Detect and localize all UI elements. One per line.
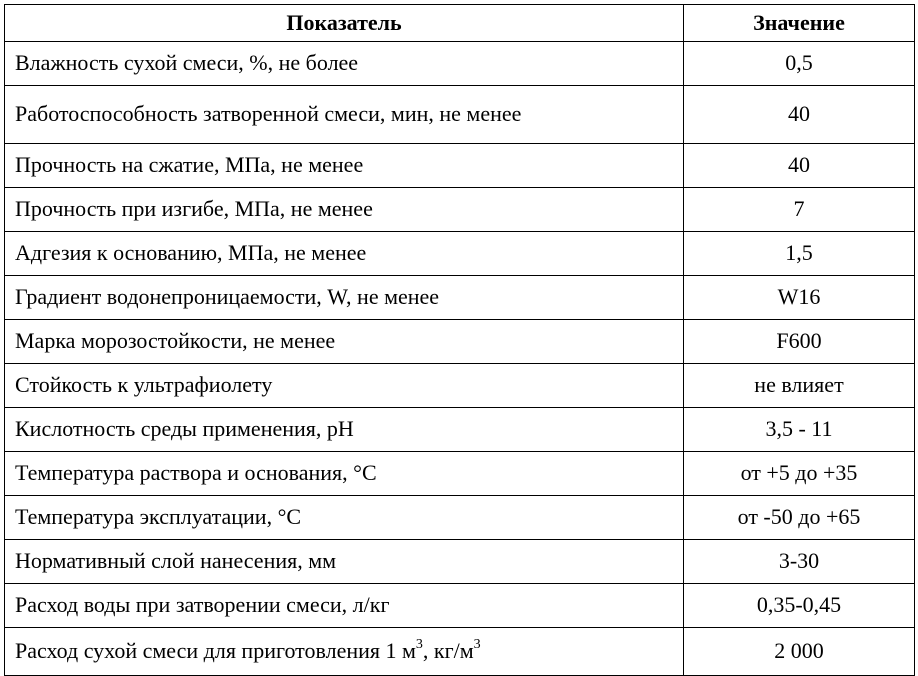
- row-value: не влияет: [684, 364, 915, 408]
- table-row: [5, 540, 915, 584]
- table-row: [5, 86, 915, 144]
- row-name: Прочность на сжатие, МПа, не менее: [5, 144, 684, 188]
- table-row: [5, 452, 915, 496]
- row-value: 40: [684, 144, 915, 188]
- table-row: [5, 42, 915, 86]
- properties-table: [4, 4, 915, 676]
- properties-table-container: [4, 4, 915, 676]
- row-name: Влажность сухой смеси, %, не более: [5, 42, 684, 86]
- table-row: [5, 188, 915, 232]
- table-row: [5, 232, 915, 276]
- row-value: F600: [684, 320, 915, 364]
- row-value: 0,35-0,45: [684, 584, 915, 628]
- row-name: Марка морозостойкости, не менее: [5, 320, 684, 364]
- row-name: Температура раствора и основания, °С: [5, 452, 684, 496]
- row-value: 0,5: [684, 42, 915, 86]
- row-name: Стойкость к ультрафиолету: [5, 364, 684, 408]
- row-name: Прочность при изгибе, МПа, не менее: [5, 188, 684, 232]
- row-value: 2 000: [684, 628, 915, 676]
- row-name-part1: Расход сухой смеси для приготовления 1 м: [15, 638, 416, 664]
- row-value: от -50 до +65: [684, 496, 915, 540]
- row-value: 7: [684, 188, 915, 232]
- header-indicator: Показатель: [5, 5, 684, 42]
- header-value: Значение: [684, 5, 915, 42]
- row-value: 40: [684, 86, 915, 144]
- table-header-row: [5, 5, 915, 42]
- row-value: 3-30: [684, 540, 915, 584]
- row-name: Градиент водонепроницаемости, W, не менее: [5, 276, 684, 320]
- row-name: Расход воды при затворении смеси, л/кг: [5, 584, 684, 628]
- row-name: Нормативный слой нанесения, мм: [5, 540, 684, 584]
- table-row: [5, 628, 915, 676]
- table-row: [5, 144, 915, 188]
- row-name: Адгезия к основанию, МПа, не менее: [5, 232, 684, 276]
- row-value: от +5 до +35: [684, 452, 915, 496]
- table-row: [5, 320, 915, 364]
- table-row: [5, 408, 915, 452]
- table-row: [5, 496, 915, 540]
- row-name-consumption: [5, 628, 684, 676]
- row-name: Работоспособность затворенной смеси, мин, не менее: [5, 86, 684, 144]
- row-value: W16: [684, 276, 915, 320]
- table-row: [5, 364, 915, 408]
- superscript-3: 3: [415, 637, 423, 653]
- table-row: [5, 584, 915, 628]
- superscript-3: 3: [473, 637, 481, 653]
- row-name: Кислотность среды применения, pH: [5, 408, 684, 452]
- table-row: [5, 276, 915, 320]
- row-value: 1,5: [684, 232, 915, 276]
- row-name: Температура эксплуатации, °С: [5, 496, 684, 540]
- row-value: 3,5 - 11: [684, 408, 915, 452]
- row-name-part2: , кг/м: [422, 638, 474, 664]
